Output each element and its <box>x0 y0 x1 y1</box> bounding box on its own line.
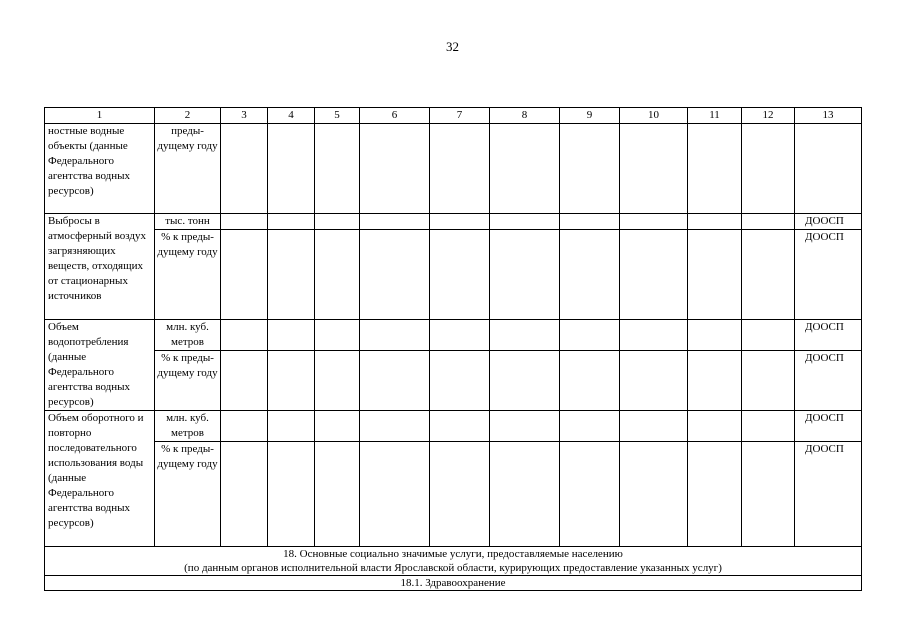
table-row <box>45 214 862 230</box>
header-cell: 7 <box>430 108 490 124</box>
section-title-line1: 18. Основные социально значимые услуги, предоставляемые населению <box>283 548 623 560</box>
subsection-row <box>45 576 862 591</box>
unit-cell: % к предыдущему году <box>155 442 221 547</box>
source-cell: ДООСП <box>795 351 862 411</box>
indicator-name-cell: Выбросы в атмосферный воздух загрязняющих веществ, отходящих от стационарных источников <box>45 214 155 320</box>
table-row <box>45 124 862 214</box>
table-row <box>45 411 862 442</box>
header-cell: 11 <box>688 108 742 124</box>
subsection-heading: 18.1. Здравоохранение <box>45 576 862 591</box>
section-heading <box>45 547 862 576</box>
indicator-name-cell: Объем оборотного и повторно последовательного использования воды (данные Федерального агентства водных ресурсов) <box>45 411 155 547</box>
header-cell: 3 <box>221 108 268 124</box>
unit-cell: тыс. тонн <box>155 214 221 230</box>
header-cell: 9 <box>560 108 620 124</box>
header-cell: 12 <box>742 108 795 124</box>
source-cell: ДООСП <box>795 230 862 320</box>
table-row <box>45 230 862 320</box>
header-cell: 13 <box>795 108 862 124</box>
header-cell: 8 <box>490 108 560 124</box>
source-cell: ДООСП <box>795 411 862 442</box>
table-row <box>45 442 862 547</box>
table-row <box>45 320 862 351</box>
source-cell: ДООСП <box>795 214 862 230</box>
table-row <box>45 351 862 411</box>
source-cell: ДООСП <box>795 320 862 351</box>
header-cell: 5 <box>315 108 360 124</box>
source-cell <box>795 124 862 214</box>
header-cell: 1 <box>45 108 155 124</box>
header-cell: 4 <box>268 108 315 124</box>
unit-cell: % к предыдущему году <box>155 351 221 411</box>
section-row <box>45 547 862 576</box>
indicator-name-cell: Объем водопотребления (данные Федерального агентства водных ресурсов) <box>45 320 155 411</box>
header-cell: 10 <box>620 108 688 124</box>
indicators-table <box>44 107 862 591</box>
unit-cell: % к предыдущему году <box>155 230 221 320</box>
indicator-name-cell: ностные водные объекты (данные Федерального агентства водных ресурсов) <box>45 124 155 214</box>
header-cell: 2 <box>155 108 221 124</box>
header-cell: 6 <box>360 108 430 124</box>
unit-cell: млн. куб. метров <box>155 411 221 442</box>
header-row <box>45 108 862 124</box>
page-number: 32 <box>446 39 459 54</box>
unit-cell: млн. куб. метров <box>155 320 221 351</box>
unit-cell: предыдущему году <box>155 124 221 214</box>
section-title-line2: (по данным органов исполнительной власти Ярославской области, курирующих предоставление указанных услуг) <box>184 562 722 574</box>
source-cell: ДООСП <box>795 442 862 547</box>
